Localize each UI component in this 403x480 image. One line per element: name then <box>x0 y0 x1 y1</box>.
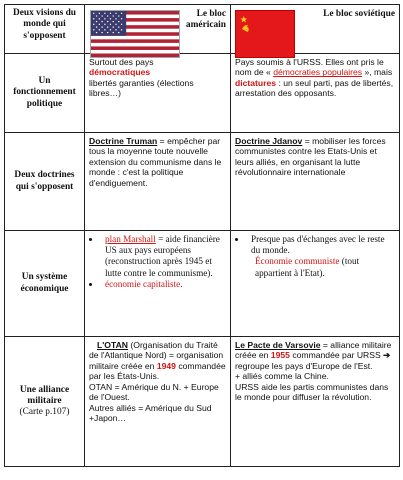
varsovie-line3: URSS aide les partis communistes dans le monde pour diffuser la révolution. <box>235 381 389 403</box>
cell-alliance-american <box>85 337 231 467</box>
otan-year: 1949 <box>156 360 176 371</box>
otan-text-b: commandée par les États-Unis. <box>89 360 226 382</box>
row-politique <box>5 54 400 133</box>
row-alliance <box>5 337 400 467</box>
economie-soviet-text: Presque pas d'échanges avec le reste du monde. <box>251 234 385 256</box>
header-cell-american <box>85 5 231 54</box>
row-economie <box>5 231 400 337</box>
politique-soviet-highlight2: dictatures <box>235 77 277 88</box>
economie-american-item-marshall <box>101 234 226 279</box>
row-doctrines <box>5 133 400 231</box>
header-row <box>5 5 400 54</box>
header-soviet-label: Le bloc soviétique <box>323 9 395 19</box>
otan-line2: OTAN = Amérique du N. + Europe de l'Ouest. <box>89 381 219 403</box>
alliance-title: Une alliance militaire <box>19 384 70 406</box>
otan-line3: Autres alliés = Amérique du Sud +Japon… <box>89 402 212 424</box>
doctrine-truman-text: = empêcher par tous la moyenne toute nouvelle extension du communisme dans le monde : c'est la politique d'endiguement. <box>89 136 222 188</box>
varsovie-year: 1955 <box>270 350 290 361</box>
header-visions-label: Deux visions du monde qui s'opposent <box>12 8 77 41</box>
economie-american-list <box>89 234 226 290</box>
cell-economie-american <box>85 231 231 337</box>
varsovie-term: Le Pacte de Varsovie <box>235 340 321 350</box>
comparison-table <box>4 4 400 467</box>
politique-soviet-text-a: Pays soumis à l'URSS. Elles ont pris le nom de « <box>235 57 384 78</box>
us-flag-icon <box>90 10 180 58</box>
politique-american-highlight: démocratiques <box>89 67 151 78</box>
politique-soviet-text-b: », mais <box>362 67 393 78</box>
economie-communiste-end: (tout appartient à l'Etat). <box>255 256 360 278</box>
economie-american-item-capitaliste <box>101 279 226 290</box>
ussr-flag-icon <box>235 10 295 58</box>
header-cell-visions <box>5 5 85 54</box>
doctrine-jdanov-text: = mobiliser les forces communistes contre les Etats-Unis et leurs alliés, en organisant la lutte révolutionnaire internationale <box>235 136 386 178</box>
politique-american-line2: libertés garanties (élections libres…) <box>89 77 194 99</box>
economie-capitaliste-highlight: économie capitaliste <box>105 278 181 289</box>
cell-doctrines-american <box>85 133 231 231</box>
economie-capitaliste-end: . <box>180 278 183 289</box>
row-title-politique: Un fonctionnement politique <box>5 54 85 133</box>
doctrine-truman-term: Doctrine Truman <box>89 136 158 146</box>
cell-politique-american <box>85 54 231 133</box>
varsovie-text-c: regroupe les pays d'Europe de l'Est. <box>235 360 373 371</box>
economie-soviet-item <box>247 234 395 256</box>
politique-soviet-highlight1: démocraties populaires <box>273 67 363 78</box>
economie-soviet-communiste <box>235 256 395 278</box>
row-title-alliance <box>5 337 85 467</box>
doctrine-jdanov-term: Doctrine Jdanov <box>235 136 303 146</box>
otan-text-a: (Organisation du Traité de l'Atlantique Nord) = organisation militaire créée en <box>89 340 224 371</box>
cell-politique-soviet <box>231 54 400 133</box>
row-title-doctrines: Deux doctrines qui s'opposent <box>5 133 85 231</box>
cell-economie-soviet <box>231 231 400 337</box>
varsovie-text-a: = alliance militaire créée en <box>235 340 392 361</box>
cell-doctrines-soviet <box>231 133 400 231</box>
cell-alliance-soviet <box>231 337 400 467</box>
row-title-economie: Un système économique <box>5 231 85 337</box>
header-cell-soviet <box>231 5 400 54</box>
plan-marshall-text: = aide financière US aux pays européens (reconstruction après 1945 et lutte contre le communisme). <box>105 234 220 278</box>
politique-american-line1: Surtout des pays <box>89 57 154 67</box>
otan-term: L'OTAN <box>97 340 129 350</box>
varsovie-text-b: commandée par URSS <box>289 350 384 361</box>
varsovie-line2: + alliés comme la Chine. <box>235 371 329 382</box>
right-arrow-icon: ➔ <box>383 350 391 361</box>
economie-soviet-list <box>235 234 395 256</box>
politique-soviet-text-c: : un seul parti, pas de libertés, arrestation des opposants. <box>235 77 394 99</box>
otan-term-wrap <box>89 340 128 350</box>
economie-communiste-highlight: Économie communiste <box>255 256 340 267</box>
alliance-subtitle: (Carte p.107) <box>19 407 70 418</box>
plan-marshall-term: plan Marshall <box>105 234 156 244</box>
header-american-label: Le bloc américain <box>185 9 226 31</box>
